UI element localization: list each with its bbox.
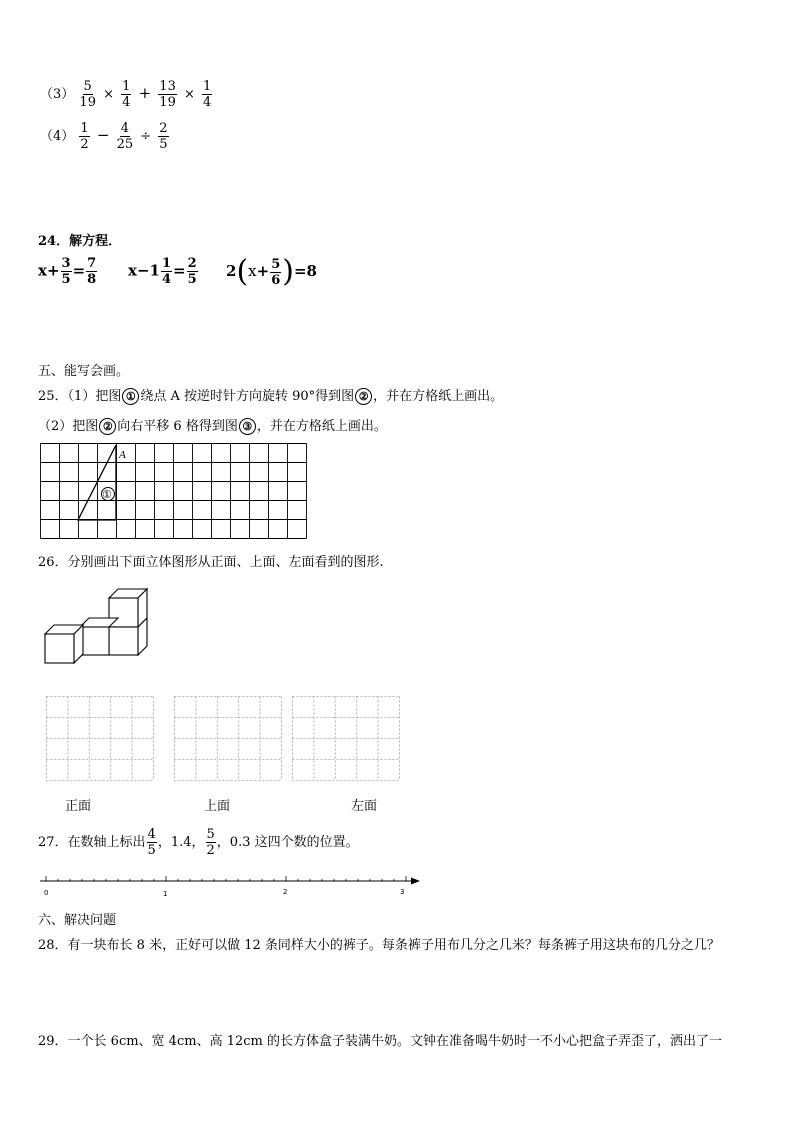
q24-equation-1: x+ $\frac{3}{5}$ = $\frac{7}{8}$ [38, 256, 97, 287]
fraction: $\frac{1}{4}$ [161, 256, 172, 287]
circled-1-icon: ① [122, 388, 139, 405]
q23-item4: （4） $\frac{1}{2}$ − $\frac{4}{25}$ ÷ $\frac{2}{5}$ [40, 121, 168, 152]
fraction: $\frac{1}{4}$ [203, 79, 212, 110]
q24-title: 24．解方程． [38, 234, 122, 249]
tick-label-1: 1 [163, 890, 168, 898]
left-view-grid [292, 696, 402, 782]
q24-equation-2: x−1 $\frac{1}{4}$ = $\frac{2}{5}$ [128, 256, 197, 287]
triangle-shape-1 [78, 445, 116, 520]
front-view-label: 正面 [65, 799, 92, 814]
section-5-title: 五、能写会画。 [38, 364, 130, 379]
fraction: $\frac{5}{19}$ [79, 79, 96, 110]
circled-2-icon: ② [355, 388, 372, 405]
fraction: $\frac{5}{2}$ [206, 827, 215, 858]
top-view-label: 上面 [204, 799, 231, 814]
q29-text: 29．一个长 6cm、宽 4cm、高 12cm 的长方体盒子装满牛奶。文钟在准备喝牛奶时一不小心把盒子弄歪了，洒出了一 [38, 1034, 722, 1049]
tick-label-2: 2 [283, 888, 288, 896]
section-6-title: 六、解决问题 [38, 913, 117, 928]
cube-figure [40, 585, 155, 667]
shape-1-label: ① [102, 488, 112, 501]
circled-2-icon: ② [99, 418, 116, 435]
top-view-grid [174, 696, 284, 782]
tick-label-3: 3 [400, 888, 405, 896]
fraction: $\frac{7}{8}$ [87, 256, 97, 287]
q23-item3: （3） $\frac{5}{19}$ × $\frac{1}{4}$ + $\frac{13}{19}$ × $\frac{1}{4}$ [40, 79, 212, 110]
fraction: $\frac{4}{25}$ [116, 121, 134, 152]
q25-part2: （2）把图 ② 向右平移 6 格得到图 ③ ，并在方格纸上画出。 [38, 419, 387, 434]
number-line [36, 872, 426, 898]
left-view-label: 左面 [351, 799, 378, 814]
q25-grid [40, 443, 308, 541]
tick-label-0: 0 [44, 889, 49, 897]
fraction: $\frac{1}{4}$ [122, 79, 131, 110]
fraction: $\frac{2}{5}$ [159, 121, 168, 152]
fraction: $\frac{13}{19}$ [159, 79, 176, 110]
point-a-label: A [119, 449, 126, 461]
front-view-grid [46, 696, 156, 782]
q28-text: 28．有一块布长 8 米，正好可以做 12 条同样大小的裤子。每条裤子用布几分之几米？每条裤子用这块布的几分之几？ [38, 938, 720, 953]
q27-text: 27．在数轴上标出 $\frac{4}{5}$ ，1.4， $\frac{5}{2}$ ，0.3 这四个数的位置。 [38, 827, 359, 858]
q26-title: 26．分别画出下面立体图形从正面、上面、左面看到的图形. [38, 555, 384, 570]
fraction: $\frac{5}{6}$ [271, 256, 281, 288]
fraction: $\frac{4}{5}$ [147, 827, 156, 858]
q24-equation-3: 2(x+ $\frac{5}{6}$ )=8 [226, 254, 317, 289]
fraction: $\frac{3}{5}$ [61, 256, 71, 287]
circled-3-icon: ③ [239, 418, 256, 435]
fraction: $\frac{2}{5}$ [187, 256, 197, 287]
fraction: $\frac{1}{2}$ [80, 121, 89, 152]
q25-part1: 25．（1）把图 ① 绕点 A 按逆时针方向旋转 90°得到图 ② ，并在方格纸上画出。 [38, 389, 504, 404]
